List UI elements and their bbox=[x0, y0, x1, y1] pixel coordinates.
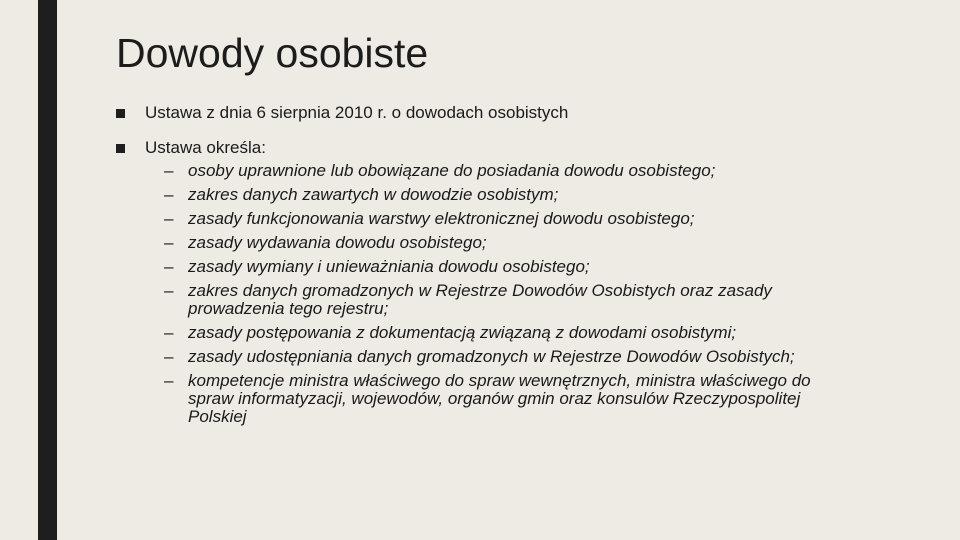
square-bullet-icon bbox=[116, 109, 125, 118]
bullet-item bbox=[116, 138, 876, 158]
dash-bullet-icon: – bbox=[164, 347, 174, 366]
dash-bullet-icon: – bbox=[164, 209, 174, 228]
slide-title: Dowody osobiste bbox=[116, 30, 429, 76]
dash-bullet-icon: – bbox=[164, 371, 174, 390]
sub-bullet-item bbox=[116, 324, 876, 342]
dash-bullet-icon: – bbox=[164, 161, 174, 180]
sub-bullet-item bbox=[116, 348, 876, 366]
sub-bullet-item bbox=[116, 282, 876, 318]
sub-bullet-item bbox=[116, 186, 876, 204]
bullet-item bbox=[116, 103, 876, 123]
sub-bullet-text: zakres danych gromadzonych w Rejestrze Dowodów Osobistych oraz zasady prowadzenia tego rejestru; bbox=[188, 281, 772, 318]
sub-bullet-item bbox=[116, 258, 876, 276]
dash-bullet-icon: – bbox=[164, 257, 174, 276]
bullet-text: Ustawa z dnia 6 sierpnia 2010 r. o dowodach osobistych bbox=[145, 103, 569, 122]
sub-bullet-item bbox=[116, 162, 876, 180]
dash-bullet-icon: – bbox=[164, 233, 174, 252]
sub-bullet-text: zasady postępowania z dokumentacją związaną z dowodami osobistymi; bbox=[188, 323, 737, 342]
slide-content bbox=[116, 103, 876, 426]
sub-bullet-text: zasady funkcjonowania warstwy elektronicznej dowodu osobistego; bbox=[188, 209, 695, 228]
dash-bullet-icon: – bbox=[164, 185, 174, 204]
square-bullet-icon bbox=[116, 144, 125, 153]
left-accent-bar bbox=[38, 0, 57, 540]
sub-bullet-item bbox=[116, 210, 876, 228]
dash-bullet-icon: – bbox=[164, 281, 174, 300]
sub-bullet-text: osoby uprawnione lub obowiązane do posiadania dowodu osobistego; bbox=[188, 161, 716, 180]
sub-bullet-text: zakres danych zawartych w dowodzie osobistym; bbox=[188, 185, 559, 204]
bullet-text: Ustawa określa: bbox=[145, 138, 266, 157]
sub-bullet-item bbox=[116, 234, 876, 252]
sub-bullet-item bbox=[116, 372, 876, 426]
sub-bullet-text: zasady wydawania dowodu osobistego; bbox=[188, 233, 487, 252]
sub-bullet-list bbox=[116, 162, 876, 426]
dash-bullet-icon: – bbox=[164, 323, 174, 342]
sub-bullet-text: kompetencje ministra właściwego do spraw wewnętrznych, ministra właściwego do spraw informatyzacji, wojewodów, organów gmin oraz konsulów Rzeczypospolitej Polskiej bbox=[188, 371, 811, 426]
sub-bullet-text: zasady udostępniania danych gromadzonych w Rejestrze Dowodów Osobistych; bbox=[188, 347, 795, 366]
sub-bullet-text: zasady wymiany i unieważniania dowodu osobistego; bbox=[188, 257, 590, 276]
